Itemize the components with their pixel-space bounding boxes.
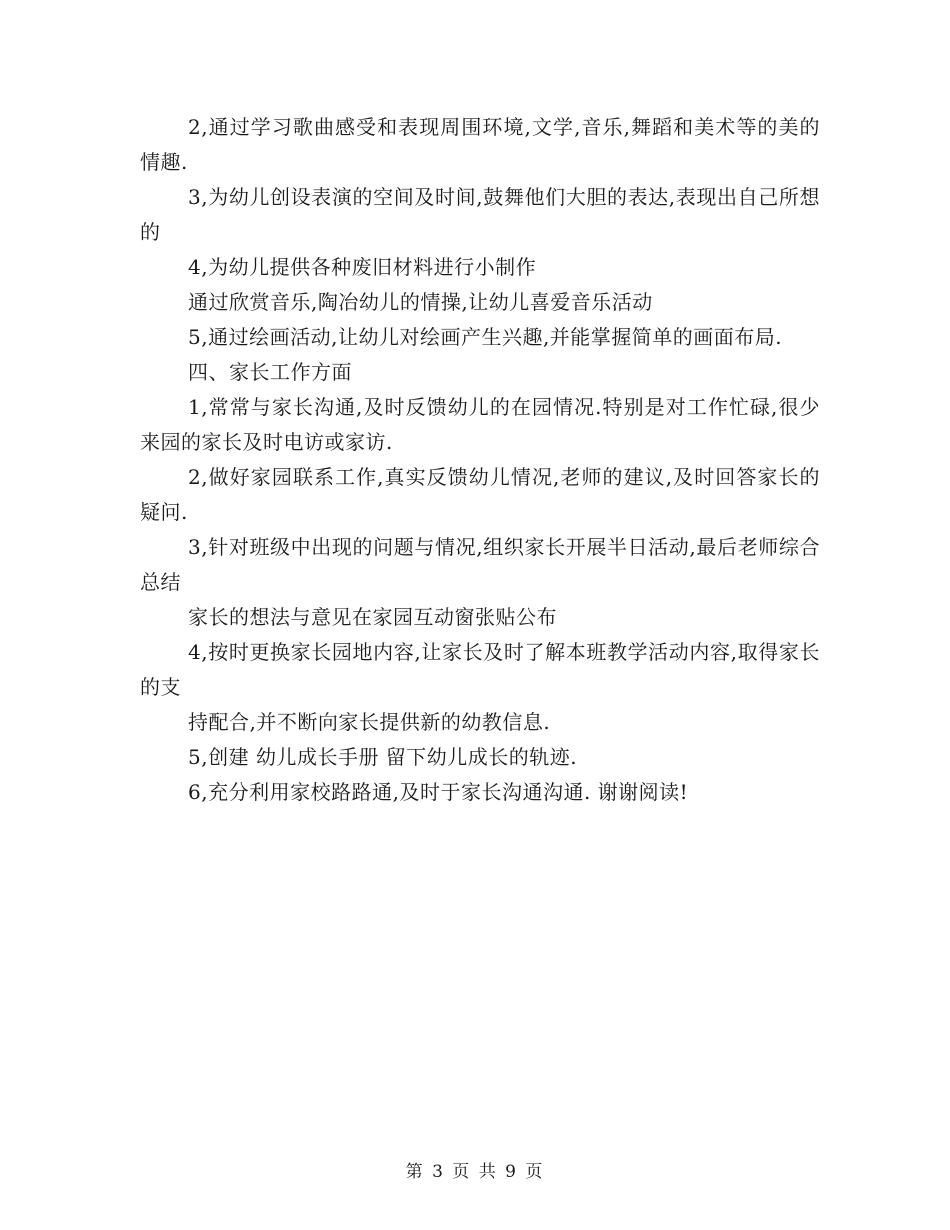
paragraph: 3,针对班级中出现的问题与情况,组织家长开展半日活动,最后老师综合总结 xyxy=(140,535,820,594)
paragraph: 2,通过学习歌曲感受和表现周围环境,文学,音乐,舞蹈和美术等的美的情趣. xyxy=(140,115,820,174)
paragraph: 5,通过绘画活动,让幼儿对绘画产生兴趣,并能掌握简单的画面布局. xyxy=(188,325,783,349)
paragraph: 1,常常与家长沟通,及时反馈幼儿的在园情况.特别是对工作忙碌,很少来园的家长及时电访或家访. xyxy=(140,395,820,454)
document-body xyxy=(140,110,820,810)
paragraph: 家长的想法与意见在家园互动窗张贴公布 xyxy=(188,605,557,629)
paragraph: 4,为幼儿提供各种废旧材料进行小制作 xyxy=(188,255,537,279)
paragraph: 2,做好家园联系工作,真实反馈幼儿情况,老师的建议,及时回答家长的疑问. xyxy=(140,465,820,524)
paragraph: 持配合,并不断向家长提供新的幼教信息. xyxy=(188,710,551,734)
paragraph: 4,按时更换家长园地内容,让家长及时了解本班教学活动内容,取得家长的支 xyxy=(140,640,820,699)
page-number-footer: 第 3 页 共 9 页 xyxy=(405,1162,545,1182)
paragraph: 5,创建 幼儿成长手册 留下幼儿成长的轨迹. xyxy=(188,745,578,769)
paragraph: 6,充分利用家校路路通,及时于家长沟通沟通. 谢谢阅读! xyxy=(188,780,689,804)
paragraph: 3,为幼儿创设表演的空间及时间,鼓舞他们大胆的表达,表现出自己所想的 xyxy=(140,185,820,244)
paragraph: 通过欣赏音乐,陶冶幼儿的情操,让幼儿喜爱音乐活动 xyxy=(188,290,653,314)
section-heading: 四、家长工作方面 xyxy=(188,360,352,384)
